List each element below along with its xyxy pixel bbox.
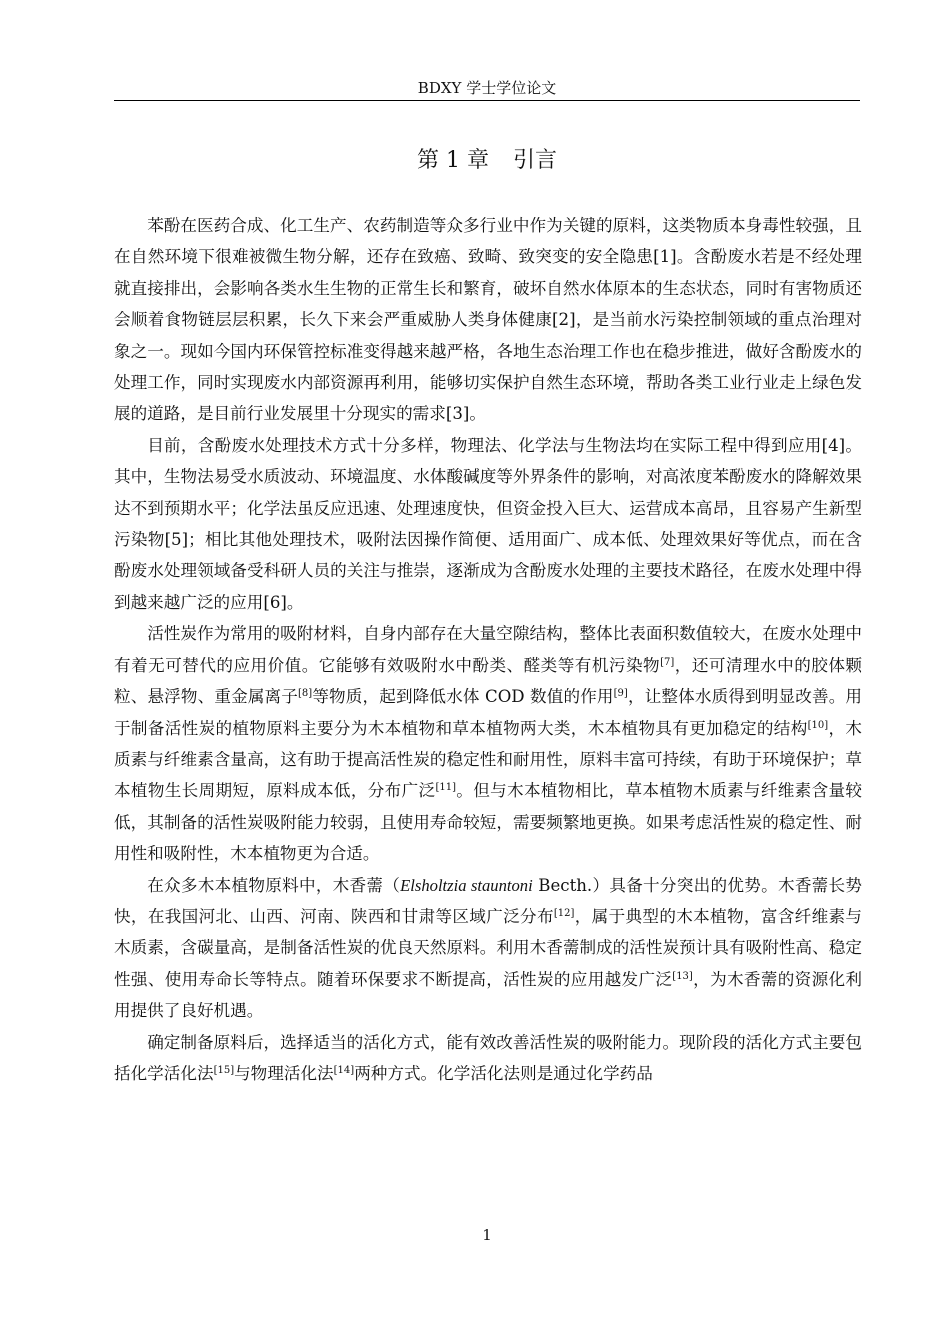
citation-15: [15] [213,1064,235,1076]
text-run: ，为木香薷的资源化利用提供了良好机遇。 [114,969,863,1021]
text-run: 活性炭作为常用的吸附材料，自身内部存在大量空隙结构，整体比表面积数值较大，在废水处理中有着无可替代的应用价值。它能够有效吸附水中酚类、醛类等有机污染物 [114,624,862,675]
running-header [114,78,860,98]
text-run: ，木质素与纤维素含量高，这有助于提高活性炭的稳定性和耐用性，原料丰富可持续，有助于环境保护；草本植物生长周期短，原料成本低，分布广泛 [114,718,863,801]
text-run: 。但与木本植物相比，草本植物木质素与纤维素含量较低，其制备的活性炭吸附能力较弱，且使用寿命较短，需要频繁地更换。如果考虑活性炭的稳定性、耐用性和吸附性，木本植物更为合适。 [114,781,863,864]
citation-7: [7] [660,656,675,668]
latin-species-name: Elsholtzia stauntoni [400,875,533,895]
text-run: 确定制备原料后，选择适当的活化方式，能有效改善活性炭的吸附能力。现阶段的活化方式主要包括化学活化法 [114,1032,862,1083]
text-run: ，让整体水质得到明显改善。用于制备活性炭的植物原料主要分为木本植物和草本植物两大类，木本植物具有更加稳定的结构 [114,687,863,738]
citation-9: [9] [613,688,628,700]
paragraph-5 [114,1027,862,1090]
paragraph-1: 苯酚在医药合成、化工生产、农药制造等众多行业中作为关键的原料，这类物质本身毒性较强，且在自然环境下很难被微生物分解，还存在致癌、致畸、致突变的安全隐患[1]。含酚废水若是不经处理就直接排出，会影响各类水生生物的正常生长和繁育，破坏自然水体原本的生态状态，同时有害物质还会顺着食物链层层积累，长久下来会严重威胁人类身体健康[2]，是当前水污染控制领域的重点治理对象之一。现如今国内环保管控标准变得越来越严格，各地生态治理工作也在稳步推进，做好含酚废水的处理工作，同时实现废水内部资源再利用，能够切实保护自然生态环境，帮助各类工业行业走上绿色发展的道路，是目前行业发展里十分现实的需求[3]。 [114,216,862,424]
paragraph-4 [114,870,862,1027]
chapter-title: 引言 [512,148,557,173]
citation-8: [8] [298,688,313,700]
text-run: ，还可清理水中的胶体颗粒、悬浮物、重金属离子 [114,655,863,707]
chapter-number: 第 1 章 [417,148,489,173]
citation-12: [12] [553,907,575,919]
page-number: 1 [482,1226,492,1244]
paragraph-3 [114,618,862,869]
text-run: 在众多木本植物原料中，木香薷（ [147,875,401,895]
citation-10: [10] [807,719,829,731]
text-run: 等物质，起到降低水体 COD 数值的作用 [312,687,614,707]
text-run: ，属于典型的木本植物，富含纤维素与木质素，含碳量高，是制备活性炭的优良天然原料。利用木香薷制成的活性炭预计具有吸附性高、稳定性强、使用寿命长等特点。随着环保要求不断提高，活性炭的应用越发广泛 [114,906,863,989]
text-run: 两种方式。化学活化法则是通过化学药品 [354,1063,653,1083]
citation-13: [13] [672,970,693,982]
running-header-title: BDXY 学士学位论文 [417,79,557,97]
text-run: Becth.）具备十分突出的优势。木香薷长势快，在我国河北、山西、河南、陕西和甘肃等区域广泛分布 [114,875,863,926]
paragraph-2: 目前，含酚废水处理技术方式十分多样，物理法、化学法与生物法均在实际工程中得到应用[4]。其中，生物法易受水质波动、环境温度、水体酸碱度等外界条件的影响，对高浓度苯酚废水的降解效果达不到预期水平；化学法虽反应迅速、处理速度快，但资金投入巨大、运营成本高昂，且容易产生新型污染物[5]；相比其他处理技术，吸附法因操作简便、适用面广、成本低、处理效果好等优点，而在含酚废水处理领域备受科研人员的关注与推崇，逐渐成为含酚废水处理的主要技术路径，在废水处理中得到越来越广泛的应用[6]。 [114,435,862,612]
header-rule [114,100,860,101]
body-text [114,210,862,1089]
citation-11: [11] [435,782,456,794]
citation-14: [14] [333,1064,355,1076]
chapter-heading [114,146,860,176]
text-run: 与物理活化法 [234,1063,334,1083]
